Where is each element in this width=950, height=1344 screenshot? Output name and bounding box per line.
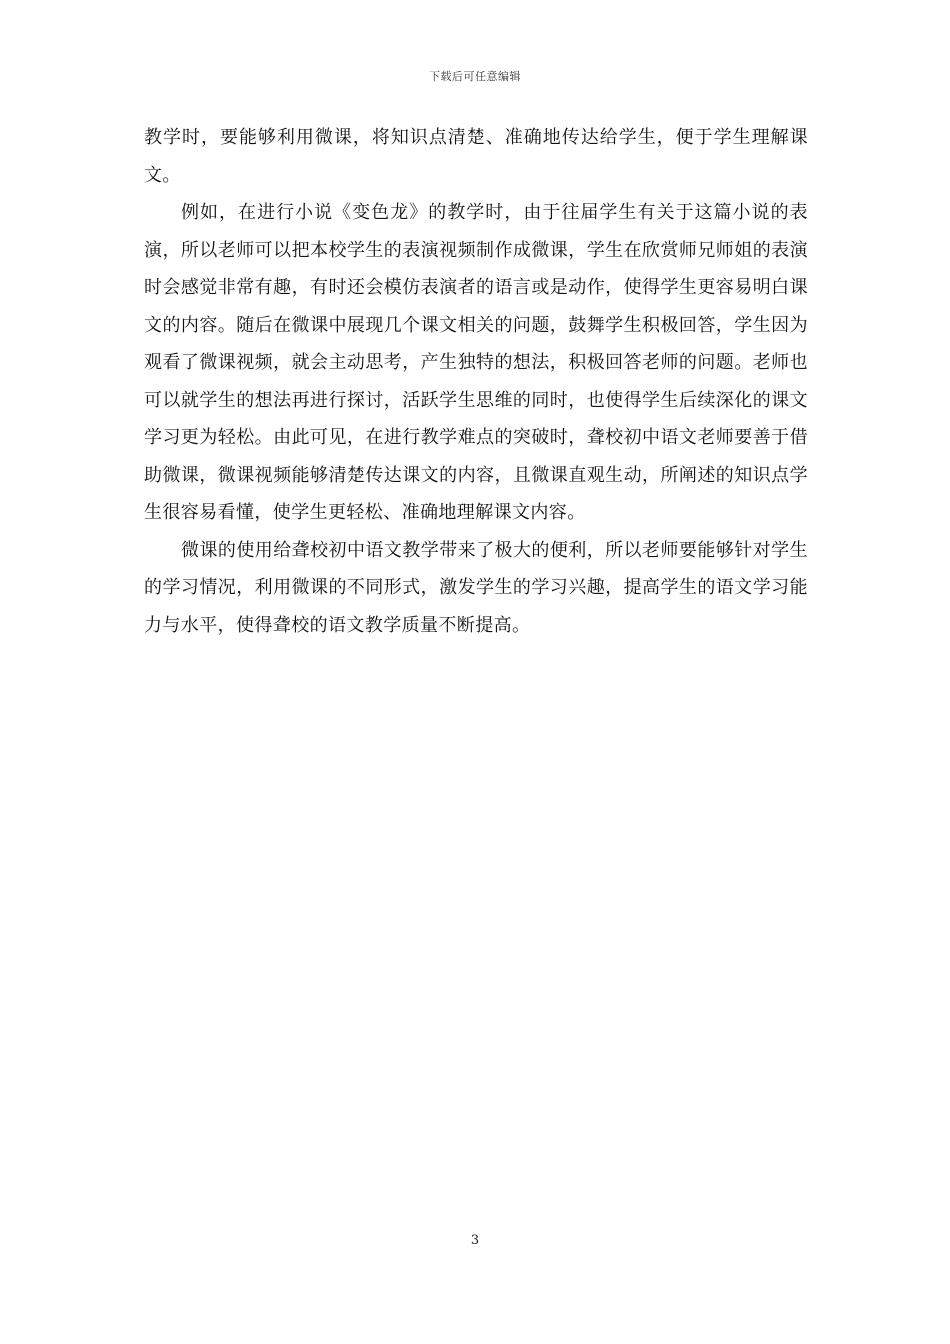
paragraph-conclusion: 微课的使用给聋校初中语文教学带来了极大的便利，所以老师要能够针对学生的学习情况，利用微课的不同形式，激发学生的学习兴趣，提高学生的语文学习能力与水平，使得聋校的语文教学质量不断提高。 xyxy=(144,539,808,636)
paragraph-example: 例如，在进行小说《变色龙》的教学时，由于往届学生有关于这篇小说的表演，所以老师可以把本校学生的表演视频制作成微课，学生在欣赏师兄师姐的表演时会感觉非常有趣，有时还会模仿表演者的语言或是动作，使得学生更容易明白课文的内容。随后在微课中展现几个课文相关的问题，鼓舞学生积极回答，学生因为观看了微课视频，就会主动思考，产生独特的想法，积极回答老师的问题。老师也可以就学生的想法再进行探讨，活跃学生思维的同时，也使得学生后续深化的课文学习更为轻松。由此可见，在进行教学难点的突破时，聋校初中语文老师要善于借助微课，微课视频能够清楚传达课文的内容，且微课直观生动，所阐述的知识点学生很容易看懂，使学生更轻松、准确地理解课文内容。 xyxy=(144,202,808,523)
page-number: 3 xyxy=(470,1233,480,1248)
paragraph-continuation: 教学时，要能够利用微课，将知识点清楚、准确地传达给学生，便于学生理解课文。 xyxy=(144,127,808,186)
document-body xyxy=(144,119,808,644)
page-header: 下载后可任意编辑 xyxy=(429,70,521,83)
